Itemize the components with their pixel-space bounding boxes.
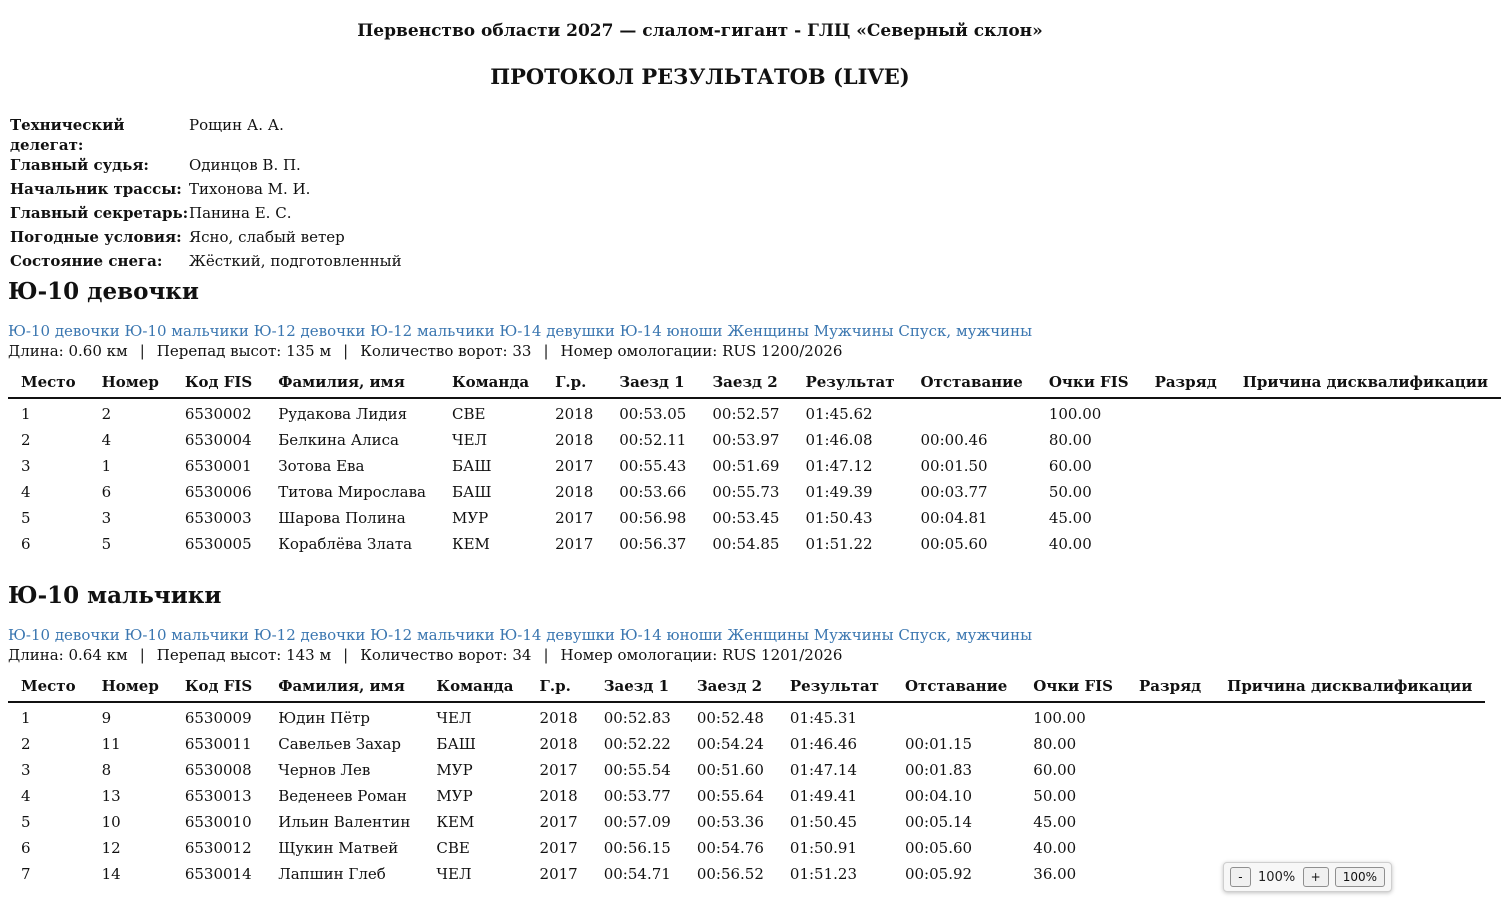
table-cell: 80.00 (1033, 735, 1077, 753)
table-cell: 00:53.45 (712, 509, 780, 527)
table-cell (1126, 859, 1214, 885)
table-cell: 00:53.05 (619, 405, 687, 423)
zoom-level: 100% (1258, 869, 1296, 885)
category-link[interactable]: Ю-12 мальчики (370, 322, 495, 340)
column-header: Заезд 2 (699, 371, 792, 398)
column-header: Команда (423, 675, 526, 702)
table-cell: СВЕ (436, 839, 470, 857)
table-cell: ЧЕЛ (436, 709, 472, 727)
table-cell: 5 (21, 509, 31, 527)
table-cell: 00:56.52 (696, 865, 764, 883)
table-cell: 3 (101, 509, 112, 527)
column-header: Место (8, 371, 89, 398)
column-header: Очки FIS (1020, 675, 1126, 702)
category-nav (8, 625, 1388, 645)
column-header: Код FIS (172, 675, 265, 702)
table-cell (1214, 755, 1485, 781)
table-cell: 10 (101, 813, 121, 831)
table-cell: 01:50.91 (789, 839, 857, 857)
table-cell: Юдин Пётр (278, 709, 370, 727)
results-table (8, 675, 1485, 885)
table-cell: 1 (21, 709, 31, 727)
table-cell: 00:55.73 (712, 483, 780, 501)
category-link[interactable]: Мужчины (813, 322, 894, 340)
table-cell: ЧЕЛ (451, 431, 488, 449)
table-cell: 00:04.10 (904, 787, 973, 805)
table-cell: 45.00 (1033, 813, 1077, 831)
table-cell: 00:57.09 (603, 813, 671, 831)
category-link[interactable]: Ю-12 мальчики (370, 626, 495, 644)
table-cell: 00:55.54 (603, 761, 671, 779)
table-cell: 45.00 (1048, 509, 1092, 527)
table-cell: 00:52.22 (603, 735, 671, 753)
column-header: Заезд 1 (606, 371, 699, 398)
table-cell: 00:54.76 (696, 839, 764, 857)
course-info (8, 341, 1388, 361)
table-cell: 5 (21, 813, 31, 831)
section-title: Ю-10 девочки (8, 278, 199, 305)
category-link[interactable]: Женщины (727, 626, 809, 644)
category-link[interactable]: Женщины (727, 322, 809, 340)
table-cell (1230, 477, 1501, 503)
table-cell: 00:05.60 (920, 535, 988, 553)
column-header: Г.р. (542, 371, 606, 398)
results-table (8, 371, 1501, 555)
course-drop: Перепад высот: 135 м (156, 342, 332, 360)
course-drop: Перепад высот: 143 м (156, 646, 332, 664)
table-header-row (8, 371, 1501, 398)
column-header: Номер (89, 675, 172, 702)
table-cell: 00:54.24 (696, 735, 764, 753)
table-cell: 00:05.60 (904, 839, 973, 857)
table-cell (1126, 781, 1214, 807)
table-cell: 01:50.45 (789, 813, 857, 831)
table-cell (1142, 451, 1230, 477)
column-header: Результат (777, 675, 892, 702)
official-value: Рощин А. А. (189, 116, 284, 134)
table-cell: 01:51.22 (805, 535, 873, 553)
table-cell: 00:56.15 (603, 839, 671, 857)
column-header: Код FIS (172, 371, 265, 398)
table-cell: 00:52.83 (603, 709, 671, 727)
table-cell: 6530006 (184, 483, 252, 501)
category-link[interactable]: Ю-10 мальчики (124, 626, 249, 644)
table-cell: 6530014 (184, 865, 252, 883)
table-cell: 60.00 (1048, 457, 1092, 475)
table-cell: Зотова Ева (278, 457, 365, 475)
column-header: Причина дисквалификации (1230, 371, 1501, 398)
table-cell: 6530003 (184, 509, 252, 527)
column-header: Отставание (892, 675, 1020, 702)
table-cell (892, 702, 1020, 729)
column-header: Разряд (1142, 371, 1230, 398)
official-label: Технический делегат: (10, 116, 125, 154)
official-label: Главный судья: (10, 156, 149, 174)
official-row (10, 227, 402, 251)
official-row (10, 179, 402, 203)
category-link[interactable]: Ю-14 юноши (619, 322, 723, 340)
column-header: Разряд (1126, 675, 1214, 702)
column-header: Место (8, 675, 89, 702)
results-section (8, 277, 1488, 555)
table-cell: 36.00 (1033, 865, 1077, 883)
table-cell: 4 (21, 787, 31, 805)
table-cell: 9 (101, 709, 112, 727)
table-cell: 00:01.83 (904, 761, 973, 779)
table-cell: 00:51.69 (712, 457, 780, 475)
table-row (8, 702, 1485, 729)
table-cell (1126, 702, 1214, 729)
separator: | (139, 646, 145, 664)
officials-table (10, 115, 402, 275)
table-cell: 2018 (555, 405, 594, 423)
table-cell: БАШ (451, 457, 492, 475)
table-cell (1230, 425, 1501, 451)
column-header: Результат (792, 371, 907, 398)
table-cell: Рудакова Лидия (278, 405, 408, 423)
official-value: Жёсткий, подготовленный (189, 252, 402, 270)
table-cell: 8 (101, 761, 112, 779)
official-row (10, 155, 402, 179)
official-value: Ясно, слабый ветер (189, 228, 345, 246)
category-link[interactable]: Спуск, мужчины (898, 322, 1033, 340)
table-cell (1230, 451, 1501, 477)
category-nav (8, 321, 1388, 341)
column-header: Отставание (908, 371, 1036, 398)
separator: | (343, 646, 349, 664)
table-cell: 00:01.15 (904, 735, 973, 753)
table-cell: 2017 (555, 535, 594, 553)
table-cell: 01:47.12 (805, 457, 873, 475)
table-cell: 00:52.57 (712, 405, 780, 423)
table-cell: 6530002 (184, 405, 252, 423)
category-link[interactable]: Ю-10 мальчики (124, 322, 249, 340)
category-link[interactable]: Ю-14 юноши (619, 626, 723, 644)
table-cell (1214, 781, 1485, 807)
table-cell: 4 (21, 483, 31, 501)
table-row (8, 781, 1485, 807)
table-row (8, 833, 1485, 859)
category-link[interactable]: Ю-12 девочки (253, 626, 366, 644)
table-cell: БАШ (451, 483, 492, 501)
zoom-reset-button[interactable]: 100% (1335, 867, 1385, 887)
table-cell: 6530004 (184, 431, 252, 449)
table-row (8, 398, 1501, 425)
protocol-title: ПРОТОКОЛ РЕЗУЛЬТАТОВ (LIVE) (490, 64, 910, 89)
category-link[interactable]: Ю-10 девочки (8, 322, 120, 340)
table-cell: 2 (21, 431, 31, 449)
table-cell: 3 (21, 457, 31, 475)
table-cell: 00:53.36 (696, 813, 764, 831)
table-cell: Белкина Алиса (278, 431, 399, 449)
official-row (10, 115, 402, 155)
official-label: Погодные условия: (10, 228, 182, 246)
table-row (8, 425, 1501, 451)
table-row (8, 451, 1501, 477)
category-link[interactable]: Спуск, мужчины (898, 626, 1033, 644)
table-cell: Кораблёва Злата (278, 535, 413, 553)
official-value: Одинцов В. П. (189, 156, 301, 174)
table-cell (1126, 833, 1214, 859)
table-cell: МУР (451, 509, 489, 527)
table-cell: 6530011 (184, 735, 252, 753)
official-row (10, 203, 402, 227)
table-cell: Титова Мирослава (278, 483, 426, 501)
column-header: Фамилия, имя (265, 371, 439, 398)
table-cell: 2 (101, 405, 112, 423)
category-link[interactable]: Ю-10 девочки (8, 626, 120, 644)
table-cell: 60.00 (1033, 761, 1077, 779)
table-cell: 6 (21, 535, 31, 553)
table-cell: 00:52.11 (619, 431, 687, 449)
table-cell: 80.00 (1048, 431, 1092, 449)
table-row (8, 755, 1485, 781)
table-cell: 01:50.43 (805, 509, 873, 527)
column-header: Заезд 1 (591, 675, 684, 702)
table-row (8, 729, 1485, 755)
course-gates: Количество ворот: 34 (360, 646, 532, 664)
table-cell (1142, 529, 1230, 555)
table-cell (1214, 833, 1485, 859)
table-cell: 6530001 (184, 457, 252, 475)
table-cell: Шарова Полина (278, 509, 406, 527)
table-cell: 1 (101, 457, 112, 475)
table-cell: 00:52.48 (696, 709, 764, 727)
table-cell: 2018 (555, 483, 594, 501)
table-cell (1126, 755, 1214, 781)
table-cell: 6530012 (184, 839, 252, 857)
category-link[interactable]: Ю-14 девушки (499, 322, 615, 340)
official-label: Главный секретарь: (10, 204, 189, 222)
table-cell: 2017 (555, 457, 594, 475)
table-cell: МУР (436, 761, 473, 779)
table-cell: 00:53.77 (603, 787, 671, 805)
course-homologation: Номер омологации: RUS 1201/2026 (560, 646, 843, 664)
category-link[interactable]: Ю-12 девочки (253, 322, 366, 340)
table-cell: Савельев Захар (278, 735, 402, 753)
table-cell: 4 (101, 431, 112, 449)
table-cell (1214, 702, 1485, 729)
table-cell (1230, 529, 1501, 555)
table-cell: 100.00 (1033, 709, 1086, 727)
table-cell: 6530005 (184, 535, 252, 553)
table-cell: 2017 (555, 509, 594, 527)
table-cell: Лапшин Глеб (278, 865, 386, 883)
table-cell (908, 398, 1036, 425)
table-cell: 5 (101, 535, 112, 553)
table-cell: 00:56.37 (619, 535, 687, 553)
results-section (8, 581, 1473, 885)
table-cell: 00:51.60 (696, 761, 764, 779)
table-cell: Чернов Лев (278, 761, 371, 779)
table-cell: 00:54.71 (603, 865, 671, 883)
table-cell: 01:46.46 (789, 735, 857, 753)
table-row (8, 477, 1501, 503)
zoom-out-button[interactable]: - (1230, 867, 1250, 887)
table-row (8, 529, 1501, 555)
section-title: Ю-10 мальчики (8, 582, 222, 609)
table-cell: 13 (101, 787, 121, 805)
column-header: Г.р. (527, 675, 591, 702)
table-cell (1142, 503, 1230, 529)
zoom-in-button[interactable]: + (1303, 867, 1329, 887)
table-cell: 6530010 (184, 813, 252, 831)
separator: | (343, 342, 349, 360)
table-cell: 40.00 (1033, 839, 1077, 857)
official-row (10, 251, 402, 275)
table-cell: 11 (101, 735, 121, 753)
table-cell: 01:49.39 (805, 483, 873, 501)
table-cell: 00:53.97 (712, 431, 780, 449)
table-cell: 01:47.14 (789, 761, 857, 779)
table-cell: 01:49.41 (789, 787, 857, 805)
table-cell: 00:56.98 (619, 509, 687, 527)
table-cell (1142, 425, 1230, 451)
table-cell (1230, 398, 1501, 425)
table-cell: 6530009 (184, 709, 252, 727)
table-cell: 2017 (539, 865, 578, 883)
table-cell: 00:53.66 (619, 483, 687, 501)
table-cell: Щукин Матвей (278, 839, 399, 857)
table-cell: 00:55.64 (696, 787, 764, 805)
table-cell: МУР (436, 787, 473, 805)
table-cell: 2018 (555, 431, 594, 449)
table-cell: 50.00 (1048, 483, 1092, 501)
table-cell: 6 (21, 839, 31, 857)
table-row (8, 807, 1485, 833)
column-header: Заезд 2 (684, 675, 777, 702)
column-header: Очки FIS (1036, 371, 1142, 398)
table-cell: 00:05.14 (904, 813, 973, 831)
table-cell: 00:03.77 (920, 483, 988, 501)
separator: | (543, 646, 549, 664)
course-info (8, 645, 1388, 665)
course-homologation: Номер омологации: RUS 1200/2026 (560, 342, 843, 360)
table-cell: 3 (21, 761, 31, 779)
zoom-control (1223, 862, 1392, 892)
official-value: Панина Е. С. (189, 204, 292, 222)
table-cell: Ильин Валентин (278, 813, 411, 831)
table-row (8, 503, 1501, 529)
table-cell: 14 (101, 865, 121, 883)
separator: | (543, 342, 549, 360)
event-title: Первенство области 2027 — слалом-гигант - ГЛЦ «Северный склон» (357, 21, 1043, 41)
table-cell: 7 (21, 865, 31, 883)
table-cell (1142, 398, 1230, 425)
table-cell: 01:45.62 (805, 405, 873, 423)
table-cell: СВЕ (451, 405, 486, 423)
table-cell: Веденеев Роман (278, 787, 407, 805)
table-cell: 12 (101, 839, 121, 857)
table-cell: 01:46.08 (805, 431, 873, 449)
course-length: Длина: 0.60 км (8, 342, 128, 360)
column-header: Фамилия, имя (265, 675, 423, 702)
table-cell: 2018 (539, 709, 578, 727)
table-cell (1214, 729, 1485, 755)
table-cell: 2017 (539, 761, 578, 779)
table-cell: 01:51.23 (789, 865, 857, 883)
table-cell: 2017 (539, 839, 578, 857)
separator: | (139, 342, 145, 360)
table-cell: 01:45.31 (789, 709, 857, 727)
official-label: Начальник трассы: (10, 180, 182, 198)
table-cell (1126, 807, 1214, 833)
column-header: Команда (439, 371, 542, 398)
table-cell (1230, 503, 1501, 529)
table-cell: 2018 (539, 787, 578, 805)
table-cell: 40.00 (1048, 535, 1092, 553)
table-cell: КЕМ (436, 813, 475, 831)
table-cell: 00:00.46 (920, 431, 988, 449)
table-cell: 00:55.43 (619, 457, 687, 475)
table-cell: 6 (101, 483, 112, 501)
table-cell: 00:04.81 (920, 509, 988, 527)
table-cell (1214, 807, 1485, 833)
table-cell: КЕМ (451, 535, 490, 553)
category-link[interactable]: Мужчины (813, 626, 894, 644)
table-cell (1142, 477, 1230, 503)
official-value: Тихонова М. И. (189, 180, 311, 198)
table-cell: 1 (21, 405, 31, 423)
table-cell: 100.00 (1048, 405, 1102, 423)
table-cell: БАШ (436, 735, 476, 753)
category-link[interactable]: Ю-14 девушки (499, 626, 615, 644)
table-cell: 50.00 (1033, 787, 1077, 805)
table-cell: 2018 (539, 735, 578, 753)
table-cell: 2017 (539, 813, 578, 831)
table-cell: 00:01.50 (920, 457, 988, 475)
table-cell (1126, 729, 1214, 755)
table-cell: ЧЕЛ (436, 865, 472, 883)
column-header: Номер (89, 371, 172, 398)
table-header-row (8, 675, 1485, 702)
course-gates: Количество ворот: 33 (360, 342, 532, 360)
official-label: Состояние снега: (10, 252, 163, 270)
table-cell: 6530008 (184, 761, 252, 779)
column-header: Причина дисквалификации (1214, 675, 1485, 702)
table-cell: 6530013 (184, 787, 252, 805)
table-cell: 00:05.92 (904, 865, 973, 883)
table-cell: 2 (21, 735, 31, 753)
course-length: Длина: 0.64 км (8, 646, 128, 664)
table-cell: 00:54.85 (712, 535, 780, 553)
